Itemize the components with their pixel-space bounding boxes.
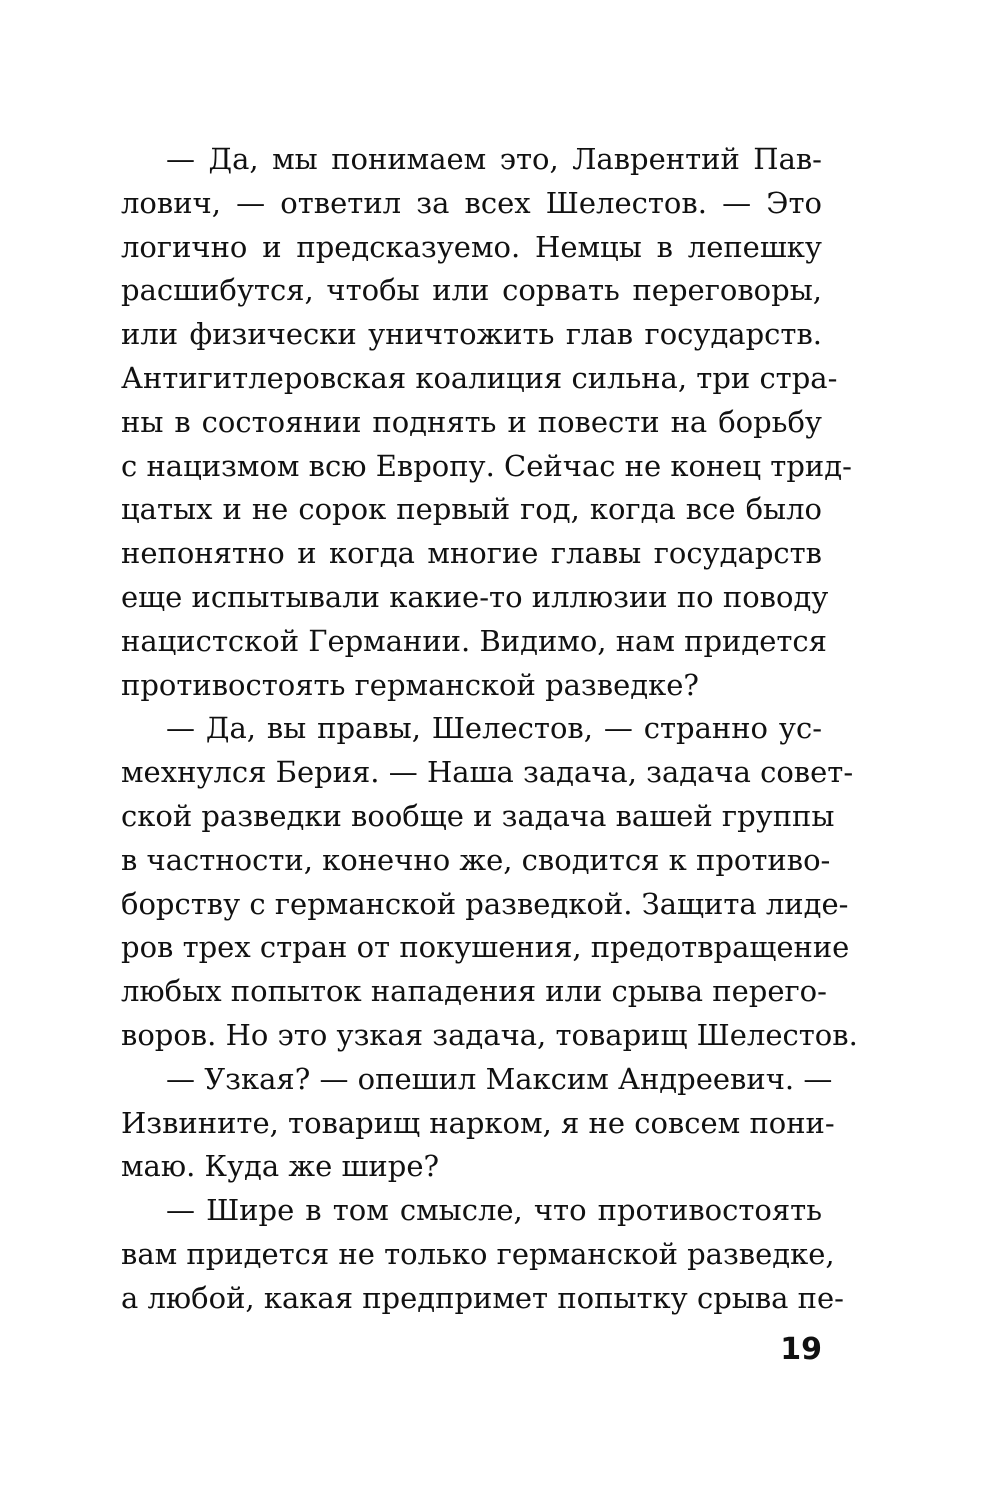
text-line: а любой, какая предпримет попытку срыва пе-	[121, 1280, 844, 1315]
text-line: любых попыток нападения или срыва перего-	[121, 974, 827, 1009]
text-line: — Да, вы правы, Шелестов, — странно ус-	[166, 711, 822, 746]
text-line: — Узкая? — опешил Максим Андреевич. —	[166, 1061, 833, 1096]
text-line: непонятно и когда многие главы государств	[121, 536, 822, 571]
text-line: вам придется не только германской разведке,	[121, 1236, 835, 1271]
text-line: ской разведки вообще и задача вашей группы	[121, 798, 835, 833]
text-line: маю. Куда же шире?	[121, 1149, 440, 1184]
text-line: или физически уничтожить глав государств.	[121, 317, 822, 352]
text-line: мехнулся Берия. — Наша задача, задача совет-	[121, 755, 854, 790]
page-number: 19	[780, 1332, 822, 1367]
text-line: цатых и не сорок первый год, когда все было	[121, 492, 822, 527]
text-line: Извините, товарищ нарком, я не совсем пони-	[121, 1105, 835, 1140]
text-line: лович, — ответил за всех Шелестов. — Это	[121, 185, 822, 220]
text-line: ров трех стран от покушения, предотвращение	[121, 930, 850, 965]
text-line: расшибутся, чтобы или сорвать переговоры,	[121, 273, 822, 308]
text-line: ны в состоянии поднять и повести на борьбу	[121, 404, 822, 439]
text-line: нацистской Германии. Видимо, нам придется	[121, 623, 827, 658]
text-line: еще испытывали какие-то иллюзии по поводу	[121, 579, 829, 614]
text-line: — Шире в том смысле, что противостоять	[166, 1193, 822, 1228]
text-line: противостоять германской разведке?	[121, 667, 699, 702]
text-line: в частности, конечно же, сводится к противо-	[121, 842, 831, 877]
text-line: с нацизмом всю Европу. Сейчас не конец трид-	[121, 448, 852, 483]
text-line: Антигитлеровская коалиция сильна, три стра-	[121, 360, 838, 395]
text-line: — Да, мы понимаем это, Лаврентий Пав-	[166, 142, 822, 176]
text-line: воров. Но это узкая задача, товарищ Шелестов.	[121, 1017, 858, 1052]
text-line: борству с германской разведкой. Защита лиде-	[121, 886, 849, 921]
body-text	[121, 138, 858, 1321]
text-line: логично и предсказуемо. Немцы в лепешку	[121, 229, 822, 264]
